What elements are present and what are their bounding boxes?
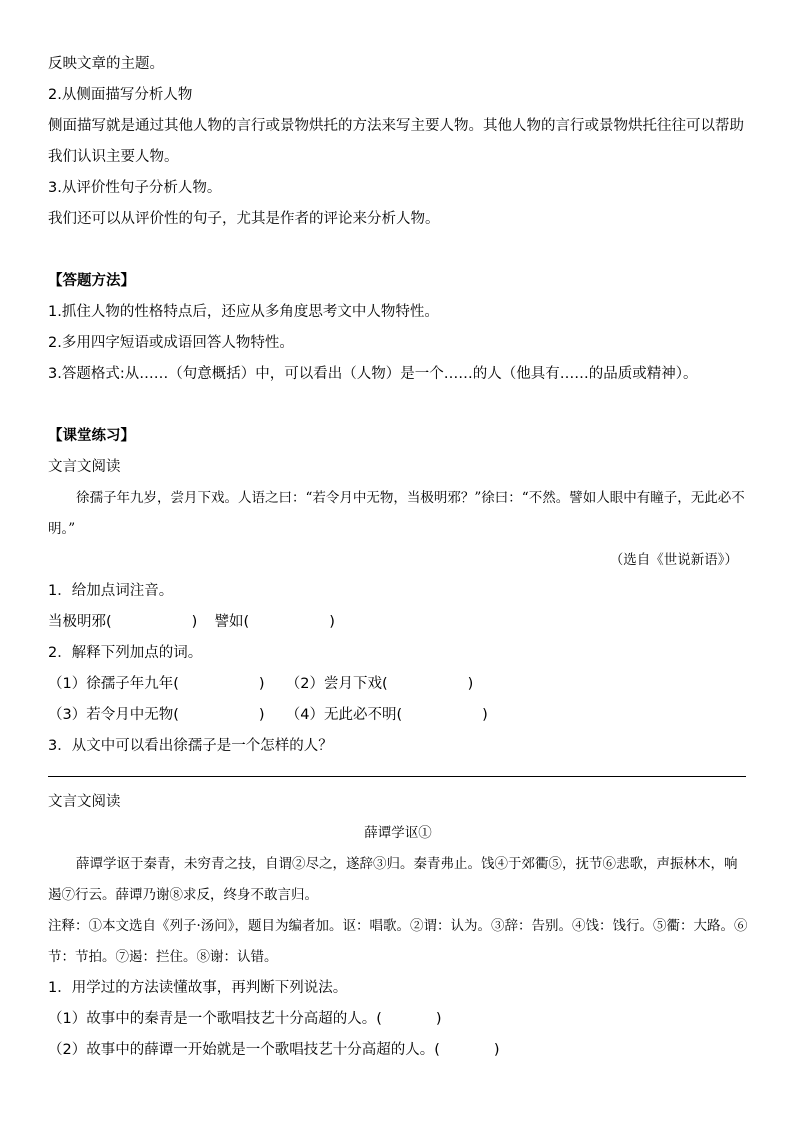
- method-three-text: 我们还可以从评价性的句子，尤其是作者的评论来分析人物。: [48, 211, 440, 227]
- reading-one-passage: 徐孺子年九岁，尝月下戏。人语之曰：“若令月中无物，当极明邪？”徐曰：“不然。譬如人眼中有瞳子，无此必不明。”: [48, 490, 745, 537]
- reading-one-source: （选自《世说新语》）: [609, 552, 738, 568]
- reading-two-q1-item-1: （1）故事中的秦青是一个歌唱技艺十分高超的人。( ): [48, 1011, 442, 1027]
- reading-two-passage: 薛谭学讴于秦青，未穷青之技，自谓②尽之，遂辞③归。秦青弗止。饯④于郊衢⑤，抚节⑥悲歌，声振林木，响遏⑦行云。薛谭乃谢⑧求反，终身不敢言归。: [48, 856, 738, 903]
- q1-item-a: 当极明邪(: [48, 614, 112, 630]
- reading-two-label: 文言文阅读: [48, 794, 121, 810]
- reading-two-q1: 1．用学过的方法读懂故事，再判断下列说法。: [48, 980, 348, 996]
- method-two-title: 2.从侧面描写分析人物: [48, 87, 193, 103]
- reading-two-title: 薛谭学讴①: [364, 825, 432, 841]
- method-two-text: 侧面描写就是通过其他人物的言行或景物烘托的方法来写主要人物。其他人物的言行或景物烘托往往可以帮助我们认识主要人物。: [48, 118, 744, 165]
- answer-line: [48, 776, 746, 777]
- q2-item-3: （3）若令月中无物(: [48, 707, 179, 723]
- answer-method-item-2: 2.多用四字短语或成语回答人物特性。: [48, 335, 294, 351]
- answer-method-heading: 【答题方法】: [48, 273, 135, 289]
- reading-one-q2-row2: （3）若令月中无物( ) （4）无此必不明( ): [48, 707, 488, 723]
- reading-one-label: 文言文阅读: [48, 459, 121, 475]
- reading-one-q3: 3．从文中可以看出徐孺子是一个怎样的人？: [48, 738, 333, 754]
- q1-item-b: 譬如(: [214, 614, 250, 630]
- reading-one-q1: 1．给加点词注音。: [48, 583, 174, 599]
- reading-one-q2: 2．解释下列加点的词。: [48, 645, 203, 661]
- reading-one-q2-row1: （1）徐孺子年九年( ) （2）尝月下戏( ): [48, 676, 474, 692]
- class-practice-heading: 【课堂练习】: [48, 428, 135, 444]
- q2-item-2: （2）尝月下戏(: [285, 676, 388, 692]
- q2-item-4: （4）无此必不明(: [285, 707, 403, 723]
- reading-two-q1-item-2: （2）故事中的薛谭一开始就是一个歌唱技艺十分高超的人。( ): [48, 1042, 500, 1058]
- intro-line: 反映文章的主题。: [48, 56, 164, 72]
- spacer: [48, 235, 748, 266]
- reading-one-q1-blanks: 当极明邪( ) 譬如( ): [48, 614, 335, 630]
- document-page: [48, 49, 748, 1066]
- spacer: [48, 390, 748, 421]
- answer-method-item-1: 1.抓住人物的性格特点后，还应从多角度思考文中人物特性。: [48, 304, 439, 320]
- reading-two-notes: 注释：①本文选自《列子·汤问》，题目为编者加。讴：唱歌。②谓：认为。③辞：告别。④饯：饯行。⑤衢：大路。⑥节：节拍。⑦遏：拦住。⑧谢：认错。: [48, 918, 748, 965]
- answer-method-item-3: 3.答题格式:从……（句意概括）中，可以看出（人物）是一个……的人（他具有……的品质或精神）。: [48, 366, 698, 382]
- method-three-title: 3.从评价性句子分析人物。: [48, 180, 222, 196]
- q2-item-1: （1）徐孺子年九年(: [48, 676, 179, 692]
